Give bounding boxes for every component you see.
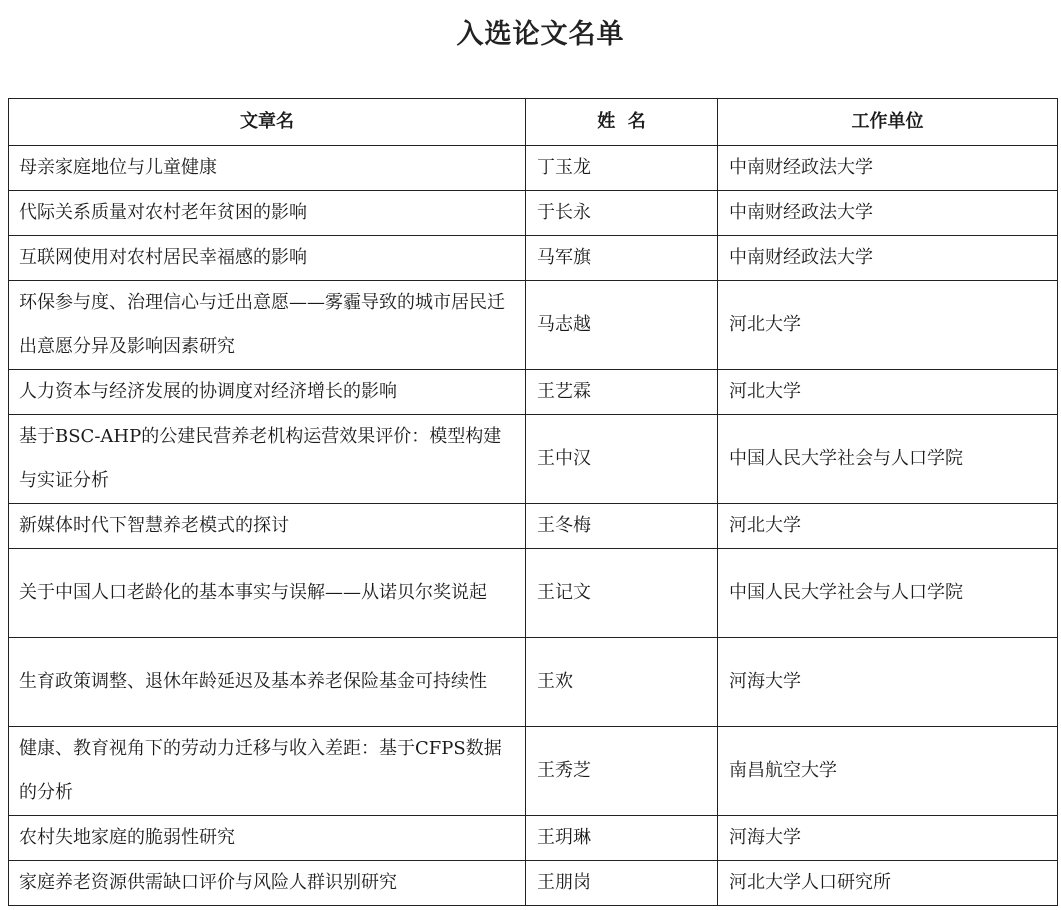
author-name-cell: 马军旗 [526,236,718,281]
header-affiliation: 工作单位 [718,99,1058,146]
header-paper-title: 文章名 [9,99,526,146]
paper-title-cell: 环保参与度、治理信心与迁出意愿——雾霾导致的城市居民迁出意愿分异及影响因素研究 [9,281,526,370]
table-row [9,415,1058,504]
table-header-row [9,99,1058,146]
affiliation-cell: 河北大学 [718,281,1058,370]
author-name-cell: 王中汉 [526,415,718,504]
paper-title-cell: 家庭养老资源供需缺口评价与风险人群识别研究 [9,861,526,906]
affiliation-cell: 河北大学 [718,504,1058,549]
paper-title-cell: 互联网使用对农村居民幸福感的影响 [9,236,526,281]
table-row [9,638,1058,727]
affiliation-cell: 中国人民大学社会与人口学院 [718,415,1058,504]
table-row [9,191,1058,236]
affiliation-cell: 河海大学 [718,638,1058,727]
author-name-cell: 王欢 [526,638,718,727]
table-row [9,727,1058,816]
affiliation-cell: 河北大学人口研究所 [718,861,1058,906]
paper-list-table [8,98,1058,906]
table-row [9,281,1058,370]
paper-title-cell: 母亲家庭地位与儿童健康 [9,146,526,191]
affiliation-cell: 中国人民大学社会与人口学院 [718,549,1058,638]
table-row [9,816,1058,861]
author-name-cell: 王冬梅 [526,504,718,549]
author-name-cell: 于长永 [526,191,718,236]
affiliation-cell: 南昌航空大学 [718,727,1058,816]
paper-title-cell: 农村失地家庭的脆弱性研究 [9,816,526,861]
author-name-cell: 王记文 [526,549,718,638]
author-name-cell: 王艺霖 [526,370,718,415]
table-row [9,504,1058,549]
table-row [9,861,1058,906]
affiliation-cell: 河北大学 [718,370,1058,415]
affiliation-cell: 中南财经政法大学 [718,236,1058,281]
paper-title-cell: 人力资本与经济发展的协调度对经济增长的影响 [9,370,526,415]
affiliation-cell: 河海大学 [718,816,1058,861]
author-name-cell: 王朋岗 [526,861,718,906]
paper-title-cell: 健康、教育视角下的劳动力迁移与收入差距：基于CFPS数据的分析 [9,727,526,816]
paper-title-cell: 新媒体时代下智慧养老模式的探讨 [9,504,526,549]
author-name-cell: 王秀芝 [526,727,718,816]
table-row [9,146,1058,191]
table-row [9,370,1058,415]
table-row [9,549,1058,638]
paper-title-cell: 代际关系质量对农村老年贫困的影响 [9,191,526,236]
paper-title-cell: 基于BSC-AHP的公建民营养老机构运营效果评价：模型构建与实证分析 [9,415,526,504]
affiliation-cell: 中南财经政法大学 [718,146,1058,191]
page-title: 入选论文名单 [456,19,625,50]
affiliation-cell: 中南财经政法大学 [718,191,1058,236]
author-name-cell: 马志越 [526,281,718,370]
paper-title-cell: 关于中国人口老龄化的基本事实与误解——从诺贝尔奖说起 [9,549,526,638]
header-author-name: 姓 名 [526,99,718,146]
table-row [9,236,1058,281]
author-name-cell: 丁玉龙 [526,146,718,191]
author-name-cell: 王玥琳 [526,816,718,861]
paper-title-cell: 生育政策调整、退休年龄延迟及基本养老保险基金可持续性 [9,638,526,727]
